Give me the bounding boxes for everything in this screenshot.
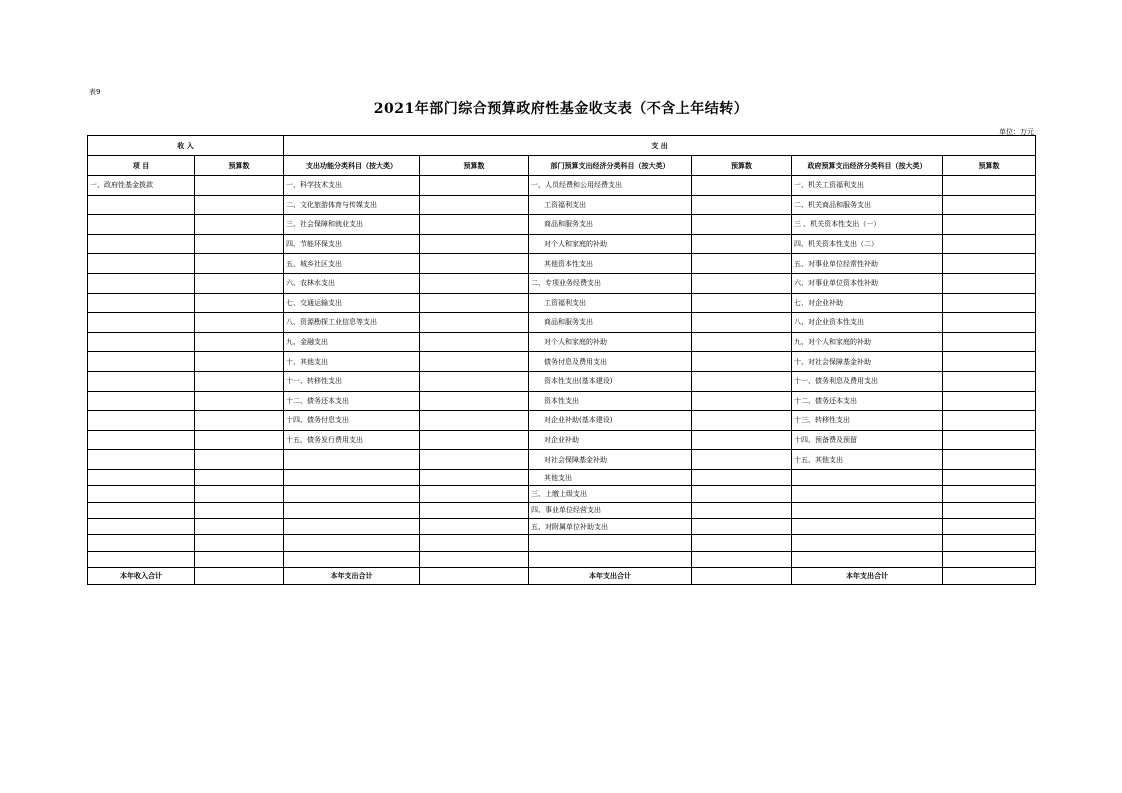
income-amount-cell	[195, 215, 284, 235]
income-amount-cell	[195, 176, 284, 196]
table-row	[88, 313, 1036, 333]
func-amount-cell	[420, 176, 529, 196]
income-item-cell	[88, 486, 195, 502]
gov-amount-cell	[943, 293, 1036, 313]
table-row	[88, 352, 1036, 372]
gov-amount-cell	[943, 273, 1036, 293]
dept-amount-cell	[692, 293, 792, 313]
gov-amount-cell	[943, 519, 1036, 535]
col-header-dept-econ: 部门预算支出经济分类科目（按大类）	[529, 156, 692, 176]
dept-amount-cell	[692, 469, 792, 485]
func-amount-cell	[420, 411, 529, 431]
page-title: 2021年部门综合预算政府性基金收支表（不含上年结转）	[373, 101, 749, 117]
dept-amount-cell	[692, 352, 792, 372]
table-row	[88, 551, 1036, 567]
dept-amount-cell	[692, 254, 792, 274]
income-amount-cell	[195, 411, 284, 431]
income-amount-cell	[195, 551, 284, 567]
dept-econ-cell: 资本性支出(基本建设)	[529, 371, 692, 391]
income-item-cell	[88, 469, 195, 485]
total-dept-amount	[692, 568, 792, 585]
dept-econ-cell: 商品和服务支出	[529, 215, 692, 235]
table-row	[88, 195, 1036, 215]
func-class-cell	[284, 502, 420, 518]
dept-econ-cell: 工资福利支出	[529, 195, 692, 215]
func-class-cell	[284, 535, 420, 551]
dept-amount-cell	[692, 502, 792, 518]
func-class-cell: 七、交通运输支出	[284, 293, 420, 313]
income-amount-cell	[195, 234, 284, 254]
dept-econ-cell: 对企业补助	[529, 430, 692, 450]
table-row	[88, 519, 1036, 535]
total-income-amount	[195, 568, 284, 585]
func-class-cell: 十四、债务付息支出	[284, 411, 420, 431]
dept-econ-cell	[529, 535, 692, 551]
func-amount-cell	[420, 195, 529, 215]
dept-amount-cell	[692, 332, 792, 352]
gov-econ-cell: 二、机关商品和服务支出	[792, 195, 943, 215]
income-amount-cell	[195, 502, 284, 518]
func-class-cell: 二、文化旅游体育与传媒支出	[284, 195, 420, 215]
gov-econ-cell	[792, 486, 943, 502]
func-class-cell	[284, 486, 420, 502]
func-class-cell: 十、其他支出	[284, 352, 420, 372]
dept-amount-cell	[692, 551, 792, 567]
gov-econ-cell: 十一、债务利息及费用支出	[792, 371, 943, 391]
income-item-cell	[88, 293, 195, 313]
func-class-cell: 九、金融支出	[284, 332, 420, 352]
table-number: 表9	[89, 88, 101, 96]
gov-amount-cell	[943, 176, 1036, 196]
func-amount-cell	[420, 535, 529, 551]
table-row	[88, 371, 1036, 391]
func-amount-cell	[420, 450, 529, 470]
dept-amount-cell	[692, 234, 792, 254]
table-row	[88, 450, 1036, 470]
gov-econ-cell: 十、对社会保障基金补助	[792, 352, 943, 372]
func-class-cell: 一、科学技术支出	[284, 176, 420, 196]
total-gov-label: 本年支出合计	[792, 568, 943, 585]
gov-amount-cell	[943, 430, 1036, 450]
gov-amount-cell	[943, 450, 1036, 470]
func-class-cell	[284, 551, 420, 567]
table-row	[88, 332, 1036, 352]
income-amount-cell	[195, 486, 284, 502]
func-amount-cell	[420, 391, 529, 411]
income-item-cell	[88, 352, 195, 372]
total-func-label: 本年支出合计	[284, 568, 420, 585]
income-item-cell	[88, 234, 195, 254]
total-gov-amount	[943, 568, 1036, 585]
gov-amount-cell	[943, 195, 1036, 215]
gov-amount-cell	[943, 234, 1036, 254]
income-band-header: 收 入	[88, 136, 284, 156]
gov-econ-cell	[792, 551, 943, 567]
income-amount-cell	[195, 371, 284, 391]
func-amount-cell	[420, 332, 529, 352]
income-amount-cell	[195, 430, 284, 450]
func-class-cell: 八、资源勘探工业信息等支出	[284, 313, 420, 333]
gov-econ-cell: 三 、机关资本性支出（一）	[792, 215, 943, 235]
func-amount-cell	[420, 234, 529, 254]
income-amount-cell	[195, 313, 284, 333]
budget-table	[87, 135, 1036, 585]
dept-econ-cell: 三、上缴上级支出	[529, 486, 692, 502]
dept-econ-cell: 对社会保障基金补助	[529, 450, 692, 470]
income-amount-cell	[195, 469, 284, 485]
income-amount-cell	[195, 391, 284, 411]
gov-econ-cell	[792, 469, 943, 485]
gov-econ-cell: 十三、转移性支出	[792, 411, 943, 431]
income-item-cell	[88, 313, 195, 333]
dept-econ-cell: 资本性支出	[529, 391, 692, 411]
table-row	[88, 535, 1036, 551]
income-item-cell	[88, 391, 195, 411]
unit-label: 单位：万元	[999, 128, 1034, 136]
income-item-cell	[88, 371, 195, 391]
income-item-cell	[88, 502, 195, 518]
func-amount-cell	[420, 293, 529, 313]
dept-econ-cell: 其他支出	[529, 469, 692, 485]
col-header-amount-3: 预算数	[692, 156, 792, 176]
gov-amount-cell	[943, 332, 1036, 352]
dept-amount-cell	[692, 371, 792, 391]
table-row	[88, 215, 1036, 235]
dept-amount-cell	[692, 411, 792, 431]
gov-econ-cell: 七、对企业补助	[792, 293, 943, 313]
total-dept-label: 本年支出合计	[529, 568, 692, 585]
gov-econ-cell	[792, 502, 943, 518]
income-amount-cell	[195, 195, 284, 215]
table-row	[88, 430, 1036, 450]
total-func-amount	[420, 568, 529, 585]
gov-econ-cell: 八、对企业资本性支出	[792, 313, 943, 333]
func-class-cell: 六、农林水支出	[284, 273, 420, 293]
func-amount-cell	[420, 352, 529, 372]
gov-econ-cell: 五、对事业单位经常性补助	[792, 254, 943, 274]
income-amount-cell	[195, 293, 284, 313]
gov-amount-cell	[943, 486, 1036, 502]
gov-amount-cell	[943, 352, 1036, 372]
gov-amount-cell	[943, 535, 1036, 551]
gov-amount-cell	[943, 502, 1036, 518]
gov-econ-cell	[792, 519, 943, 535]
func-amount-cell	[420, 254, 529, 274]
table-row	[88, 234, 1036, 254]
income-amount-cell	[195, 352, 284, 372]
dept-econ-cell: 一、人员经费和公用经费支出	[529, 176, 692, 196]
dept-econ-cell: 二、专项业务经费支出	[529, 273, 692, 293]
gov-econ-cell: 六、对事业单位资本性补助	[792, 273, 943, 293]
income-amount-cell	[195, 273, 284, 293]
col-header-gov-econ: 政府预算支出经济分类科目（按大类）	[792, 156, 943, 176]
table-row	[88, 411, 1036, 431]
func-class-cell: 三、社会保障和就业支出	[284, 215, 420, 235]
col-header-amount-4: 预算数	[943, 156, 1036, 176]
income-item-cell	[88, 430, 195, 450]
income-item-cell	[88, 519, 195, 535]
dept-amount-cell	[692, 215, 792, 235]
func-class-cell: 五、城乡社区支出	[284, 254, 420, 274]
func-amount-cell	[420, 215, 529, 235]
dept-econ-cell: 债务付息及费用支出	[529, 352, 692, 372]
gov-amount-cell	[943, 254, 1036, 274]
income-item-cell	[88, 450, 195, 470]
dept-econ-cell: 五、对附属单位补助支出	[529, 519, 692, 535]
dept-econ-cell: 商品和服务支出	[529, 313, 692, 333]
dept-econ-cell: 对个人和家庭的补助	[529, 234, 692, 254]
func-class-cell: 十一、转移性支出	[284, 371, 420, 391]
func-amount-cell	[420, 486, 529, 502]
expense-band-header: 支 出	[284, 136, 1036, 156]
dept-econ-cell: 对企业补助(基本建设)	[529, 411, 692, 431]
dept-amount-cell	[692, 519, 792, 535]
dept-amount-cell	[692, 450, 792, 470]
func-amount-cell	[420, 469, 529, 485]
dept-amount-cell	[692, 535, 792, 551]
total-income-label: 本年收入合计	[88, 568, 195, 585]
gov-amount-cell	[943, 215, 1036, 235]
income-item-cell	[88, 195, 195, 215]
func-class-cell: 十二、债务还本支出	[284, 391, 420, 411]
income-amount-cell	[195, 254, 284, 274]
income-item-cell	[88, 215, 195, 235]
table-row	[88, 176, 1036, 196]
func-amount-cell	[420, 502, 529, 518]
income-item-cell	[88, 273, 195, 293]
table-row	[88, 502, 1036, 518]
gov-econ-cell: 四、机关资本性支出（二）	[792, 234, 943, 254]
dept-amount-cell	[692, 273, 792, 293]
income-amount-cell	[195, 450, 284, 470]
income-amount-cell	[195, 519, 284, 535]
table-row	[88, 293, 1036, 313]
func-amount-cell	[420, 313, 529, 333]
gov-amount-cell	[943, 411, 1036, 431]
income-item-cell	[88, 411, 195, 431]
income-item-cell	[88, 535, 195, 551]
gov-amount-cell	[943, 391, 1036, 411]
col-header-item: 项 目	[88, 156, 195, 176]
dept-amount-cell	[692, 391, 792, 411]
dept-amount-cell	[692, 486, 792, 502]
col-header-func-class: 支出功能分类科目（按大类）	[284, 156, 420, 176]
func-class-cell: 四、节能环保支出	[284, 234, 420, 254]
func-class-cell	[284, 450, 420, 470]
dept-amount-cell	[692, 430, 792, 450]
dept-econ-cell: 工资福利支出	[529, 293, 692, 313]
func-amount-cell	[420, 519, 529, 535]
func-class-cell	[284, 519, 420, 535]
gov-amount-cell	[943, 371, 1036, 391]
func-amount-cell	[420, 273, 529, 293]
totals-row	[88, 568, 1036, 585]
func-amount-cell	[420, 430, 529, 450]
dept-amount-cell	[692, 313, 792, 333]
income-item-cell	[88, 551, 195, 567]
dept-econ-cell	[529, 551, 692, 567]
gov-econ-cell: 九、对个人和家庭的补助	[792, 332, 943, 352]
gov-econ-cell: 十二、债务还本支出	[792, 391, 943, 411]
table-row	[88, 469, 1036, 485]
gov-amount-cell	[943, 551, 1036, 567]
gov-econ-cell	[792, 535, 943, 551]
func-class-cell	[284, 469, 420, 485]
gov-econ-cell: 十五、其他支出	[792, 450, 943, 470]
table-row	[88, 273, 1036, 293]
income-item-cell	[88, 332, 195, 352]
table-row	[88, 486, 1036, 502]
gov-econ-cell: 一、机关工资福利支出	[792, 176, 943, 196]
gov-amount-cell	[943, 313, 1036, 333]
income-item-cell	[88, 254, 195, 274]
table-row	[88, 254, 1036, 274]
func-class-cell: 十五、债务发行费用支出	[284, 430, 420, 450]
income-item-cell: 一、政府性基金拨款	[88, 176, 195, 196]
gov-econ-cell: 十四、预备费及预留	[792, 430, 943, 450]
dept-amount-cell	[692, 176, 792, 196]
gov-amount-cell	[943, 469, 1036, 485]
dept-econ-cell: 对个人和家庭的补助	[529, 332, 692, 352]
column-header-row	[88, 156, 1036, 176]
income-amount-cell	[195, 535, 284, 551]
income-amount-cell	[195, 332, 284, 352]
dept-econ-cell: 四、事业单位经营支出	[529, 502, 692, 518]
col-header-amount-2: 预算数	[420, 156, 529, 176]
table-row	[88, 391, 1036, 411]
band-row	[88, 136, 1036, 156]
func-amount-cell	[420, 551, 529, 567]
col-header-amount-1: 预算数	[195, 156, 284, 176]
dept-econ-cell: 其他资本性支出	[529, 254, 692, 274]
func-amount-cell	[420, 371, 529, 391]
dept-amount-cell	[692, 195, 792, 215]
